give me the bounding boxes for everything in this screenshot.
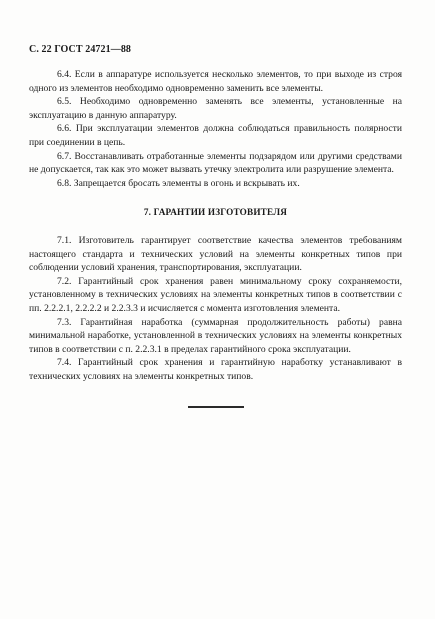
paragraph-6-4: 6.4. Если в аппаратуре используется несколько элементов, то при выходе из строя одного из элементов необходимо одновременно заменить все элементы.: [29, 69, 402, 94]
paragraph-6-6: 6.6. При эксплуатации элементов должна соблюдаться правильность полярности при соединении в цепь.: [29, 123, 402, 148]
section-title: 7. ГАРАНТИИ ИЗГОТОВИТЕЛЯ: [143, 207, 288, 218]
paragraph-7-4: 7.4. Гарантийный срок хранения и гарантийную наработку устанавливают в технических условиях на элементы конкретных типов.: [29, 357, 402, 382]
paragraph-7-1: 7.1. Изготовитель гарантирует соответствие качества элементов требованиям настоящего стандарта и технических условий на элементы конкретных типов при соблюдении условий хранения, транспортирования, эксплуатации.: [29, 234, 402, 274]
page-header: С. 22 ГОСТ 24721—88: [29, 44, 132, 55]
paragraph-6-7: 6.7. Восстанавливать отработанные элементы подзарядом или другими средствами не допускается, так как это может вызвать утечку электролита или разрушение элемента.: [29, 150, 402, 176]
page-content: [29, 68, 402, 408]
paragraph-6-5: 6.5. Необходимо одновременно заменять все элементы, установленные на эксплуатацию в данную аппаратуру.: [29, 96, 402, 121]
paragraph-7-3: 7.3. Гарантийная наработка (суммарная продолжительность работы) равна минимальной наработке, установленной в технических условиях на элементы конкретных типов в соответствии с п. 2.2.3.1 в пределах гарантийного срока эксплуатации.: [29, 316, 402, 355]
paragraph-6-8: 6.8. Запрещается бросать элементы в огонь и вскрывать их.: [57, 177, 300, 189]
paragraph-7-2: 7.2. Гарантийный срок хранения равен минимальному сроку сохраняемости, установленному в технических условиях на элементы конкретных типов в соответствии с пп. 2.2.2.1, 2.2.2.2 и 2.2.3.3 и исчисляется с момента изготовления элемента.: [29, 275, 402, 314]
end-divider: [188, 406, 244, 408]
